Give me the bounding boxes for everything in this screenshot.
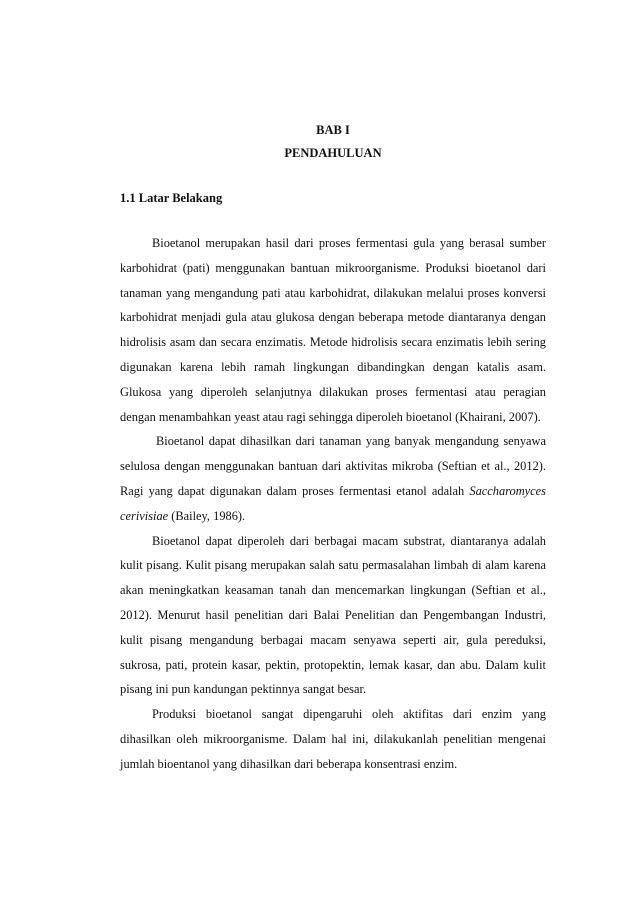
paragraph-1: Bioetanol merupakan hasil dari proses fermentasi gula yang berasal sumber karbohidrat (pati) menggunakan bantuan mikroorganisme. Produksi bioetanol dari tanaman yang mengandung pati atau karbohidrat, dilakukan melalui proses konversi karbohidrat menjadi gula atau glukosa dengan beberapa metode diantaranya dengan hidrolisis asam dan secara enzimatis. Metode hidrolisis secara enzimatis lebih sering digunakan karena lebih ramah lingkungan dibandingkan dengan katalis asam. Glukosa yang diperoleh selanjutnya dilakukan proses fermentasi atau peragian dengan menambahkan yeast atau ragi sehingga diperoleh bioetanol (Khairani, 2007). <box>120 236 546 424</box>
paragraph-4: Produksi bioetanol sangat dipengaruhi oleh aktifitas dari enzim yang dihasilkan oleh mikroorganisme. Dalam hal ini, dilakukanlah penelitian mengenai jumlah bioentanol yang dihasilkan dari beberapa konsentrasi enzim. <box>120 707 546 771</box>
paragraph-3: Bioetanol dapat diperoleh dari berbagai macam substrat, diantaranya adalah kulit pisang. Kulit pisang merupakan salah satu permasalahan limbah di alam karena akan meningkatkan keasaman tanah dan mencemarkan lingkungan (Seftian et al., 2012). Menurut hasil penelitian dari Balai Penelitian dan Pengembangan Industri, kulit pisang mengandung berbagai macam senyawa seperti air, gula pereduksi, sukrosa, pati, protein kasar, pektin, protopektin, lemak kasar, dan abu. Dalam kulit pisang ini pun kandungan pektinnya sangat besar. <box>120 533 546 697</box>
body-text <box>120 231 546 777</box>
paragraph-2 <box>120 429 546 528</box>
paragraph-2-citation: (Bailey, 1986). <box>168 508 246 523</box>
species-name: Saccharomyces cerivisiae <box>120 483 546 523</box>
chapter-title: PENDAHULUAN <box>284 146 382 160</box>
chapter-label: BAB I <box>316 123 350 137</box>
paragraph-2-text: Bioetanol dapat dihasilkan dari tanaman yang banyak mengandung senyawa selulosa dengan menggunakan bantuan dari aktivitas mikroba (Seftian et al., 2012). Ragi yang dapat digunakan dalam proses fermentasi etanol adalah <box>120 434 546 498</box>
section-heading: 1.1 Latar Belakang <box>120 191 223 205</box>
